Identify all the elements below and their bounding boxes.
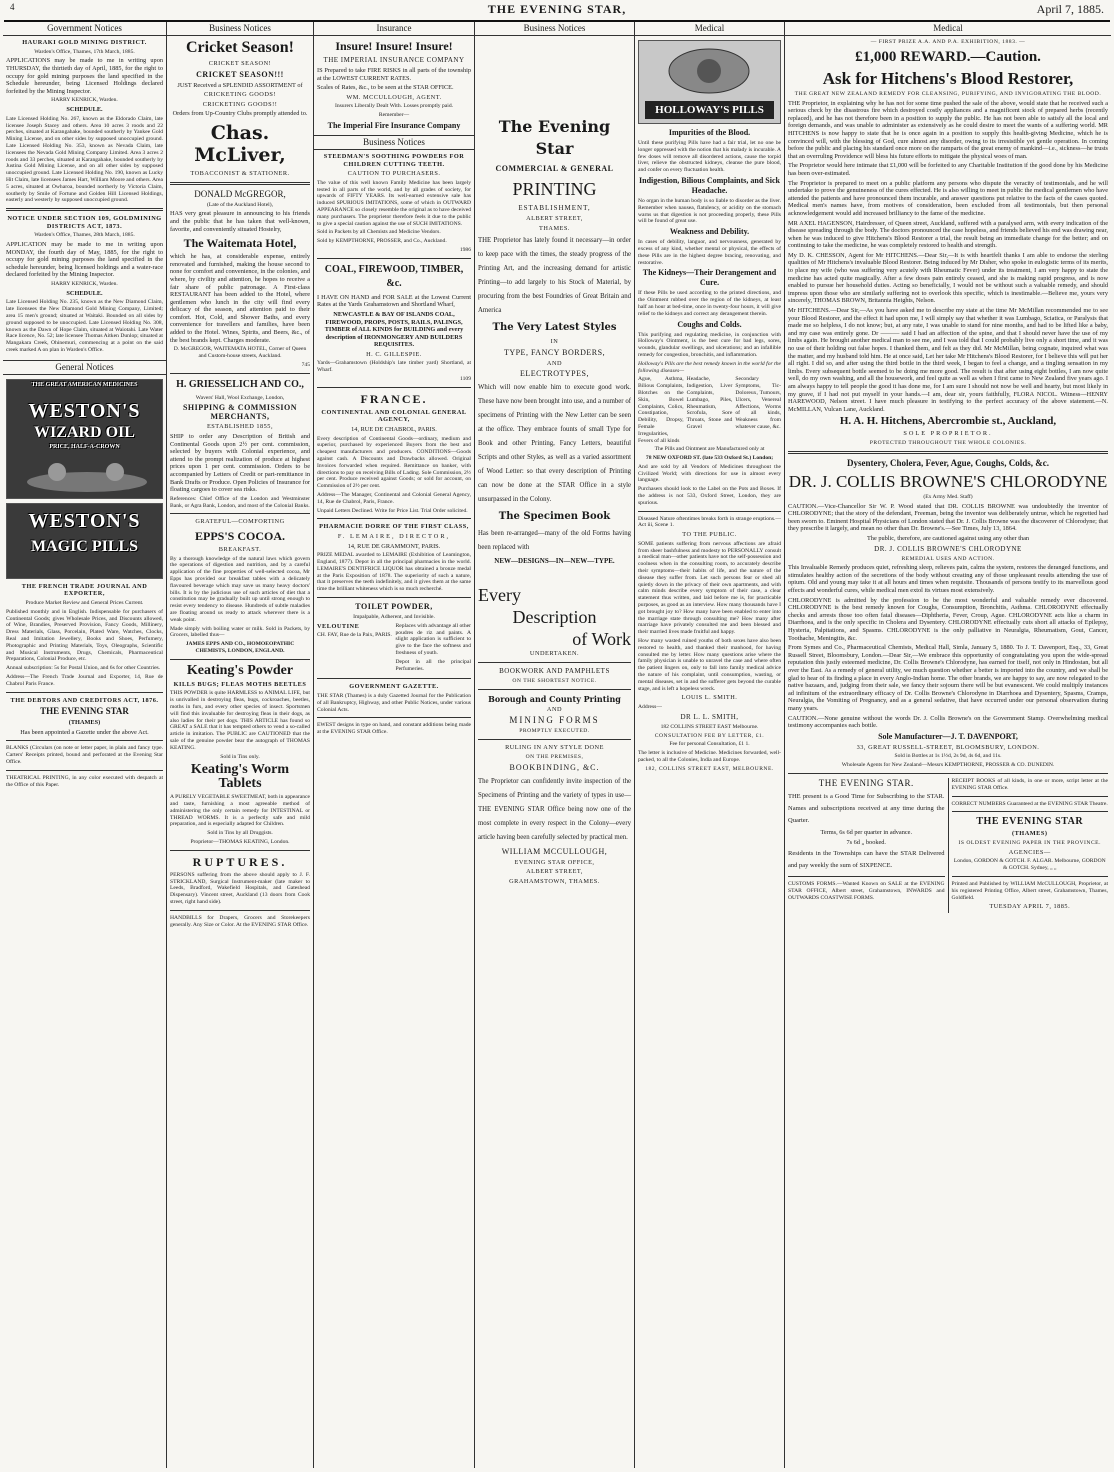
- sole-agents: Wholesale Agents for New Zealand—Messrs KEMPTHORNE, PROSSER & CO. DUNEDIN.: [841, 762, 1055, 769]
- bookwork: BOOKWORK AND PAMPHLETS: [499, 666, 610, 675]
- veloutine-block: [317, 623, 471, 675]
- shipping-heading: SHIPPING & COMMISSION MERCHANTS,: [182, 403, 298, 422]
- journal-title: THE FRENCH TRADE JOURNAL AND EXPORTER,: [21, 582, 148, 598]
- steedman-agent: Sold by KEMPTHORNE, PROSSER, and Co., Auckland.: [317, 238, 447, 245]
- list-b: Headache, Indigestion, Liver Complaints, Lumbago, Piles, Rheumatism, Scrofula, Sore Throats, Stone and Gravel: [686, 376, 733, 430]
- proprietor-sign: WILLIAM MCCULLOUGH,: [501, 846, 608, 856]
- section-heading: Medical: [785, 22, 1111, 36]
- column-medical-wide: [785, 22, 1111, 1468]
- coal-sign: H. C. GILLESPIE.: [366, 350, 422, 358]
- steedman-num: 1986: [459, 246, 471, 253]
- insure-scales: Scales of Rates, &c., to be seen at the STAR OFFICE.: [317, 84, 454, 92]
- handbills: HANDBILLS for Drapers, Grocers and Storekeepers generally. Any Size or Color. At the EVENING STAR Office.: [170, 914, 310, 928]
- steedman-title: STEEDMAN'S SOOTHING POWDERS FOR CHILDREN CUTTING TEETH.: [323, 152, 465, 168]
- issue-date: April 7, 1885.: [1036, 2, 1104, 16]
- gazette-title: GOVERNMENT GAZETTE.: [349, 683, 439, 691]
- worm-sign: Proprietor—THOMAS KEATING, London.: [190, 839, 290, 846]
- established: ESTABLISHED 1855,: [206, 423, 274, 431]
- customs-forms: CUSTOMS FORMS.—Wanted Known on SALE at the EVENING STAR OFFICE, Albert street, Grahamstown, INWARDS and OUTWARDS COASTWISE FORMS.: [788, 881, 945, 901]
- list-c: Secondary Symptoms, Tic-Doloreux, Tumours, Ulcers, Venereal Affections, Worms of all kinds, Weakness from whatever cause, &c.: [735, 376, 782, 430]
- browne-body-2: The public, therefore, are cautioned against using any other than: [866, 534, 1030, 542]
- every: Every: [478, 585, 521, 606]
- ewest: EWEST designs in type on hand, and constant additions being made at the EVENING STAR Office.: [317, 722, 471, 736]
- evening-star-body-2: Residents in the Townships can have the STAR Delivered and pay weekly the sum of SIXPENCE.: [788, 850, 945, 870]
- weakness: Weakness and Debility.: [669, 227, 750, 237]
- notice-title: HAURAKI GOLD MINING DISTRICT.: [22, 39, 147, 46]
- toilet-powder: TOILET POWDER,: [355, 601, 433, 611]
- worm-body: A PURELY VEGETABLE SWEETMEAT, both in appearance and taste, furnishing a most agreeable method of administering the only certain remedy for INTESTINAL or THREAD WORMS. It is a perfectly safe and mild preparation, and is especially adapted for Children.: [170, 794, 310, 828]
- sole-address: 33, GREAT RUSSELL-STREET, BLOOMSBURY, LONDON.: [856, 743, 1040, 751]
- borough: Borough and County Printing: [488, 693, 621, 704]
- indigestion: Indigestion, Bilious Complaints, and Sick Headache.: [639, 175, 780, 195]
- browne-body-5: From Symes and Co., Pharmaceutical Chemists, Medical Hall, Simla, January 5, 1880. To J. T. Davenport, Esq., 33, Great Russell Street, Bloomsbury, London.—Dear Sir,—We embrace this opportunity of congratulating you upon the wide-spread reputation this justly esteemed medicine, Dr. Collis Browne's Chlorodyne, has earned for itself, not only in Hindostan, but all over the East. As a remedy of general utility, we much question whether a better is imported into the country, and we shall be glad to hear of its finding a place in every Anglo-Indian home. The other brands, we are happy to say, are now relegated to the native bazaars, and, judging from their sale, we fancy their sojourn there will be but evanescent. We could multiply instances ad infinitum of the extraordinary efficacy of Dr. Collis Browne's Chlorodyne in Diarrhoea and Dysentery, Spasms, Cramps, Neuralgia, the Vomiting of Pregnancy, and as a general sedative, that have occurred under our personal observation during many years.: [788, 644, 1108, 712]
- insure-body: IS Prepared to take FIRE RISKS in all parts of the township at the LOWEST CURRENT RATES.: [317, 67, 471, 82]
- ruling: RULING IN ANY STYLE DONE: [505, 744, 604, 752]
- electrotypes: ELECTROTYPES,: [520, 369, 589, 379]
- imperial-company: THE IMPERIAL INSURANCE COMPANY: [323, 56, 465, 64]
- remedial: REMEDIAL USES AND ACTION.: [901, 555, 995, 562]
- schedule-heading: SCHEDULE.: [66, 289, 103, 297]
- establishment: ESTABLISHMENT,: [518, 204, 591, 212]
- caution: CAUTION TO PURCHASERS.: [347, 170, 441, 178]
- holloway-crest-illustration: [638, 40, 781, 124]
- cricket-sub: CRICKET SEASON!: [208, 60, 272, 67]
- and: AND: [546, 359, 563, 367]
- worm-sold: Sold in Tins by all Druggists.: [207, 830, 273, 837]
- waitemata-body: which he has, at considerable expense, entirely renovated and furnished, making the house second to none for comfort and convenience, in the colonies, and where, by civility and attention, he hopes to receive a fair share of public patronage. A First-class RESTAURANT has been added to the Hotel, where gentlemen who lunch in the city will find every delicacy of the season, and attention paid to their comfort. Hot, Cold, and Shower Baths, and every convenience for travellers and families, have been added to the Hotel. Wines, Spirits, and Beers, &c., of the best brands kept. Charges moderate.: [170, 253, 310, 344]
- consult-2: Fee for personal Consultation, £1 1.: [669, 741, 750, 748]
- column-government-notices: [3, 22, 167, 1468]
- sole-sold: Sold in Bottles at 1s 1½d, 2s 9d, 4s 6d, and 11s.: [894, 753, 1002, 760]
- tuesday-date: TUESDAY APRIL 7, 1885.: [989, 903, 1071, 911]
- evening-star-booked: 7s 6d „ booked.: [846, 838, 887, 846]
- public-body-2: How many wasted ruined youths of both sexes have also been restored to health, and thanked their manhood, for having consulted me by letter. How many questions arise where the family physician is unable to unravel the case and where often the patient lingers on, only to fall into family medical advice the nature of his complaint, until consumption, wasting, or mental diseases, set in and the sufferer gets beyond the curable stage, and is left a hopeless wreck.: [638, 638, 781, 692]
- description: Description: [512, 607, 597, 628]
- westons-magic-pills-illustration: [6, 503, 163, 579]
- impurities: Impurities of the Blood.: [668, 128, 751, 137]
- new-designs: NEW—DESIGNS—IN—NEW—TYPE.: [494, 557, 615, 566]
- continental-write: Unpaid Letters Declined. Write for Price List. Trial Order solicited.: [317, 507, 468, 514]
- consult-4: 182, COLLINS STREET EAST, MELBOURNE.: [645, 765, 774, 772]
- donald-name: DONALD McGREGOR,: [194, 188, 286, 199]
- insure-headline: Insure! Insure! Insure!: [335, 39, 453, 53]
- printing: PRINTING: [512, 179, 597, 199]
- westons-wizard-oil-illustration: [6, 379, 163, 499]
- section-heading: Insurance: [314, 22, 474, 36]
- france-headline: FRANCE.: [360, 391, 428, 406]
- section-heading: Business Notices: [475, 22, 634, 36]
- schedule-heading: SCHEDULE.: [66, 106, 103, 114]
- evening-star-body: THE present is a Good Time for Subscribing to the STAR. Names and subscriptions received at any time during the Quarter.: [788, 792, 945, 824]
- promptly: PROMPTLY EXECUTED.: [519, 728, 590, 735]
- kidneys-body: If these Pills be used according to the printed directions, and the Ointment rubbed over the region of the kidneys, at least half an hour at bed-time, once in twenty-four hours, it will give relief to the kidneys and correct any derangement therein.: [638, 290, 781, 317]
- in: IN: [550, 338, 559, 346]
- blanks-notice: BLANKS (Circulars (on note or letter paper, in plain and fancy type. Carters' Receipts printed, bound and perforated at the Evening Star Office.: [6, 745, 163, 765]
- dysentery: Dysentery, Cholera, Fever, Ague, Coughs, Colds, &c.: [847, 457, 1049, 468]
- ad-brand: WESTON'S: [28, 399, 141, 422]
- prize: — FIRST PRIZE A.A. AND P.A. EXHIBITION, 1883. —: [870, 39, 1026, 45]
- doctor-address: 182 COLLINS STREET EAST Melbourne.: [660, 723, 759, 730]
- browne-body-1: CAUTION.—Vice-Chancellor Sir W. P. Wood stated that DR. COLLIS BROWNE was undoubtedly the inventor of CHLORODYNE; that the story of the defendant, Freeman, being the inventor was deliberately untrue, which he regretted had been sworn to. Eminent Hospital Physicians of London stated that Dr. J. Collis Browne was the discoverer of Chlorodyne; that they prescribe it largely, and mean no other than Dr. Browne's.—See Times, July 13, 1864.: [788, 502, 1108, 533]
- browne-body-6: CAUTION.—None genuine without the words Dr. J. Collis Browne's on the Government Stamp. Overwhelming medical testimony accompanies each bottle.: [788, 714, 1108, 730]
- gazette-body: THE STAR (Thames) is a duly Gazetted Journal for the Publication of all Bankruptcy, Highway, and other Public Notices, under various Colonial Acts.: [317, 692, 471, 713]
- donald-sub: (Late of the Auckland Hotel),: [206, 201, 273, 208]
- and2: AND: [546, 705, 563, 713]
- manufactured: The Pills and Ointment are Manufactured only at: [654, 446, 765, 453]
- indigestion-body: No organ in the human body is so liable to disorder as the liver. Remember when nausea, flatulency, or acidity on the stomach warns us that digestion is not proceeding properly, these Pills will be found of great use.: [638, 197, 781, 225]
- griesselich-sub: Wavers' Hall, Wool Exchange, London,: [195, 394, 285, 401]
- ad-brand: WESTON'S: [28, 509, 141, 532]
- section-heading: Business Notices: [314, 135, 474, 150]
- keating-kills: KILLS BUGS; FLEAS MOTHS BEETLES: [173, 680, 307, 688]
- purchasers: Purchasers should look to the Label on the Pots and Boxes. If the address is not 533, Oxford Street, London, they are spurious.: [638, 486, 781, 506]
- keating-body: THIS POWDER is quite HARMLESS to ANIMAL LIFE, but is unrivalled in destroying fleas, bugs, cockroaches, beetles, moths in furs, and every other species of insect. Sportsmen will find this invaluable for destroying fleas in their dogs, as also ladies for their pet dogs. THIS ARTICLE has found so GREAT a SALE that it has tempted others to vend a so-called article in imitation. The PUBLIC are CAUTIONED that the sale of the genuine powder bear the autograph of THOMAS KEATING.: [170, 690, 310, 751]
- keating-sold: Sold in Tins only.: [220, 753, 260, 760]
- column-printing: [475, 22, 635, 1468]
- holloway-banner: HOLLOWAY'S PILLS: [645, 101, 774, 119]
- crest-icon: [664, 45, 754, 97]
- mcliver-sub: TOBACCONIST & STATIONER.: [190, 169, 290, 177]
- evening-star-sub-title: THE EVENING STAR.: [818, 777, 914, 788]
- evening-star-thames: (THAMES): [1012, 830, 1048, 838]
- cricket-goods: CRICKETING GOODS!: [204, 91, 276, 99]
- premises: ON THE PREMISES,: [525, 753, 584, 760]
- veloutine-body: Replaces with advantage all other poudres de riz and paints. A slight application is sufficient to give to the face the softness and freshness of youth.: [395, 622, 471, 656]
- impurities-body: Until these purifying Pills have had a fair trial, let no one be longer oppressed with the notion that his malady is incurable. A few doses will remove all disordered actions, cause the torpid liver, relieve the obstructed kidneys, cleanse the pure blood, and confer on every fluctuation health.: [638, 140, 781, 174]
- continental-address: 14, RUE DE CHABROL, PARIS.: [351, 426, 437, 434]
- printed-by: Printed and Published by WILLIAM McCULLOUGH, Proprietor, at his registered Printing Office, Albert street, Grahamstown, Thames, Goldfield.: [951, 880, 1108, 901]
- notice-sign: HARRY KENRICK, Warden.: [51, 281, 118, 288]
- column-insurance: [314, 22, 475, 1468]
- epps-sign: JAMES EPPS AND CO., HOMOEOPATHIC CHEMISTS, LONDON, ENGLAND.: [185, 641, 295, 654]
- public-body: SOME patients suffering from nervous affections are afraid from sheer bashfulness and modesty to PERSONALLY consult a medical man—other patients have not the self-possession and coolness when in the consulting room, to accurately describe their symptoms—their habits of life, and the nature of the disease they suffer from. Let such persons fear or shed all quietly down in the privacy of their own apartments, and with calm minds describe every symptom of their case, a clear statement thus written, and laid before me is, for practicable purposes, as good as an interview. How many thousands have I got brought joy to? How many have been enabled to enter into the marriage state through consulting me? How many after marriage have privately consulted me and been blessed and their married lives made fruitful and happy.: [638, 540, 781, 636]
- evening-star-gothic: The Evening Star: [498, 117, 611, 158]
- smith-sign: LOUIS L. SMITH.: [681, 694, 738, 702]
- ruptures-body: PERSONS suffering from the above should apply to J. F. STRICKLAND, Surgical Instrument-maker (late maker to Leeds, Bradford, Wakefield Hospitals, and Gateshead Dispensary). Vincent street, Auckland (13 doors from Cook street, right hand side).: [170, 871, 310, 906]
- kidneys: The Kidneys—Their Derangement and Cure.: [642, 268, 777, 288]
- notice-body: APPLICATION may be made to me in writing upon MONDAY, the fourth day of May, 1885, for the right to occupy for gold mining purposes the land specified in the schedule hereunder, being licensed holdings and a water-race declared forfeited by the Mining Inspector.: [6, 241, 163, 279]
- keating-powder: Keating's Powder: [186, 662, 294, 678]
- lemaire-name: F. LEMAIRE, DIRECTOR,: [337, 533, 451, 540]
- coal-yards: Yards—Grahamstown (Holdship's late timber yard) Shortland, at Wharf.: [317, 360, 471, 374]
- evening-star-body: Has been appointed a Gazette under the above Act.: [20, 728, 149, 736]
- hitchens-body-1: THE Proprietor, in explaining why he has not for some time pushed the sale of the above, would state that he received such a serious check by the disastrous fire which destroyed costly appliances and a magnificent stock of prepared herbs (recently replaced), and he has not therefore been in a position to supply the public. He has not been able to satisfy all the local and foreign demands, and was unable to administer as extensively as he could desire to meet the wants of a suffering world. MR HITCHENS is now happy to state that he is once again in a position to supply this health-giving Medicine, which he is convinced will, with the blessing of God, cure almost any disorder, owing to its irresistible yet gentle operation. In coming before the public and placing his standard once more on the ramparts of the great enemy of mankind—i.e., sickness—he trusts that an overruling Providence will bless his future efforts to mitigate the physical woes of man.: [788, 99, 1108, 160]
- reward: £1,000 REWARD.—Caution.: [855, 48, 1041, 65]
- shipping-references: References: Chief Office of the London and Westminster Bank, or Agra Bank, London, and most of the Colonial Banks.: [170, 495, 310, 509]
- insure-company: The Imperial Fire Insurance Company: [327, 120, 461, 130]
- printing-body-3: Has been re-arranged—many of the old Forms having been replaced with: [478, 530, 631, 552]
- shipping-body: SHIP to order any Description of British and Continental Goods upon 2½ per cent. commission, selected by buyers with Colonial experience, and attend to the prompt realization of produce at highest prices upon 1 per cent. commission. Orders to be accompanied by Letters of Credit or part-remittance in Bank Drafts or Produce. Open Policies of Insurance for floating cargoes to cover sea risks.: [170, 433, 310, 494]
- undertaken: UNDERTAKEN.: [529, 650, 580, 658]
- continental-body: Every description of Continental Goods—ordinary, medium and superior, purchased by experienced Buyers from the best and cheapest manufacturers and producers. CONDITIONS—Goods against cash. A Discounts and Drawbacks allowed. Original Invoices forwarded when required. Remittance on banker, with directions to pay on receiving Bills of Lading. Sole Commission, 2½ per cent. Produce received against Goods; or sold for account, on Commission of 2½ per cent.: [317, 435, 471, 490]
- engraving-scene-icon: [17, 454, 157, 494]
- notice-body: APPLICATIONS may be made to me in writing upon THURSDAY, the thirtieth day of April, 1885, for the right to occupy for gold mining purposes the land specified in the Schedule hereunder, being Licensed Holdings declared forfeited by the Mining Inspector.: [6, 57, 163, 95]
- theatrical-notice: THEATRICAL PRINTING, in any color executed with despatch at the Office of this Paper.: [6, 774, 163, 788]
- diseased-nature: Diseased Nature oftentimes breaks forth in strange eruptions.—Act iii, Scene 1.: [638, 515, 781, 529]
- address-label: Address—: [638, 703, 662, 710]
- browne-sub: (Ex Army Med. Staff): [923, 493, 973, 500]
- lemaire-address: 14, RUE DE GRAMMONT, PARIS.: [347, 542, 441, 550]
- epps-made: Made simply with boiling water or milk. Sold in Packets, by Grocers, labelled thus—: [170, 625, 310, 639]
- epps-cocoa: EPPS'S COCOA.: [194, 528, 285, 543]
- printing-body-2: Which will now enable him to execute good work. These have now been brought into use, and a number of specimens of Printing with the New Letter can be seen at the office. They embrace founts of small Type for Book and other Printing, Fancy Letters, beautiful Scripts and other Styles, as well as a varied assortment of Wood Letter: so that every description of Printing can now be done at the STAR Office in a style unsurpassed in the Colony.: [478, 384, 631, 504]
- hitchens-body-5: My D. K. CHESSON, Agent for Mr HITCHENS.—Dear Sir,—It is with heartfelt thanks I am able to endorse the sterling qualities of Mr Hitchens's invaluable Blood Restorer. Being induced by Mr Disher, who spoke in eulogistic terms of its merits, to place my wife (who was suffering very acutely with Rheumatic Fever) under its treatment, I am very happy to state the medicine has acted quite magically. After a few doses pain entirely ceased, and she is making rapid progress, and is now enabled to pursue her household duties. Acting so beneficially, I would not be without such a valuable remedy, and should impress upon those who are similarly suffering not to overlook this specific, which is inestimable.—Believe me, yours very sincerely, THOMAS BROWN, Britannia Heights, Nelson.: [788, 251, 1108, 305]
- lemaire-body: PRIZE MEDAL awarded to LEMAIRE (Exhibition of Leamington, England, 1877). Depot in all the principal pharmacies in the world. LEMAIRE'S DENTIFRICE LIQUOR has obtained a bronze medal at the Paris Exposition of 1878. The superiority of such a nature, that it preserves the teeth indefinitely, and it gives them at the same time the brilliant whiteness which is so much recherché.: [317, 552, 471, 593]
- latest-styles: The Very Latest Styles: [492, 322, 617, 334]
- schedule-body: Late Licensed Holding No. 235, known as the New Diamond Claim, late licensees the New Diamond Gold Mining Company, Limited; area 15 men's ground; situated at Waitaki. Bounded on all sides by ground supposed to be unoccupied. Late Licensed Holding No. 308, known as the Dawn of Hope Claim, situated at Waiotahi. Late Water Race licence, No. 52; late licensee Thomas Aitken Dunlop; situated at Mangakara Creek, Ohinemuri, commencing at a point on the said creek marked A on plan in Warden's Office.: [6, 299, 163, 354]
- column-business-notices: [167, 22, 314, 1468]
- veloutine: VELOUTINE: [317, 622, 360, 630]
- notice-sign: HARRY KENRICK, Warden.: [51, 97, 118, 104]
- steedman-sold: Sold in Packets by all Chemists and Medicine Vendors.: [317, 229, 441, 236]
- section-heading: Medical: [635, 22, 784, 36]
- page-number: 4: [10, 2, 15, 12]
- ad-product: WIZARD OIL: [34, 423, 135, 441]
- insure-remember: Remember—: [378, 112, 410, 119]
- journal-body: Published monthly and in English. Indispensable for purchasers of Continental Goods; gives Wholesale Prices, and Discounts allowed, of Wine, Brandies, Preserved Provision, Fancy Goods, Millinery, Dress Materials, Glass, Porcelain, Plated Ware, Watches, Clocks, Real and Imitation Jewellery, Books and Shoes, Perfumery, Photographic and Printing Materials, Toys, Oleographs, Scientific and Musical Instruments, Drugs, Chemicals, Pharmaceutical Preparations, Colonial Produce, etc.: [6, 608, 163, 663]
- type: TYPE, FANCY BORDERS,: [503, 347, 606, 357]
- journal-sub2: Annual subscription: 5s for Postal Union, and 6s for other Countries.: [6, 665, 161, 672]
- hitchens-headline: Ask for Hitchens's Blood Restorer,: [822, 68, 1074, 88]
- coughs-body: This purifying and regulating medicine, in conjunction with Holloway's Ointment, is the best cure for bad legs, sores, wounds, glandular swellings, and ulcerations; and an infallible remedy for congestion, bronchitis, and inflammation.: [638, 331, 781, 358]
- browne-headline: DR. J. COLLIS BROWNE'S CHLORODYNE: [788, 471, 1108, 491]
- waitemata-num: 745: [301, 361, 310, 368]
- griesselich-name: H. GRIESSELICH AND CO.,: [176, 378, 304, 390]
- shortest-notice: ON THE SHORTEST NOTICE.: [512, 677, 597, 684]
- commercial: COMMERCIAL & GENERAL: [495, 164, 614, 173]
- browne-name-2: DR. J. COLLIS BROWNE'S CHLORODYNE: [874, 544, 1022, 553]
- ad-caption: THE GREAT AMERICAN MEDICINES: [31, 381, 138, 388]
- notice-office: Warden's Office, Thames, 28th March, 1885.: [34, 232, 135, 239]
- coal-body: I HAVE ON HAND and FOR SALE at the Lowest Current Rates at the Yards Grahamstown and Shortland Wharf,: [317, 293, 471, 309]
- consult-3: The letter is inclusive of Medicine. Medicines forwarded, well-packed, to all the Colonies, India and Europe.: [638, 750, 781, 763]
- continental-address2: Address—The Manager, Continental and Colonial General Agency, 14, Rue de Chabrol, Paris, France.: [317, 492, 471, 505]
- sole-manufacturer: Sole Manufacturer—J. T. DAVENPORT,: [878, 731, 1018, 741]
- browne-body-3: This Invaluable Remedy produces quiet, refreshing sleep, relieves pain, calms the system, restores the deranged functions, and stimulates healthy action of the secretions of the body without creating any of those unpleasant results attending the use of opium. Old and young may take it at all hours and times when requisite. Thousands of persons testify to its marvellous good effects and wonderful cures, while medical men extol its virtues most extensively.: [788, 564, 1108, 595]
- ruptures: RUPTURES.: [192, 854, 288, 869]
- browne-body-4: CHLORODYNE is admitted by the profession to be the most wonderful and valuable remedy ever discovered. CHLORODYNE is the best remedy known for Coughs, Consumption, Bronchitis, Asthma. CHLORODYNE effectually checks and arrests those too often fatal diseases—Diphtheria, Fever, Croup, Ague. CHLORODYNE acts like a charm in Diarrhoea, and is the only specific in Cholera and Dysentery. CHLORODYNE effectually cuts short all attacks of Epilepsy, Hysteria, Palpitations, and Spasms. CHLORODYNE is the only palliative in Neuralgia, Rheumatism, Gout, Cancer, Toothache, Meningitis, &c.: [788, 596, 1108, 642]
- insure-sign: WM. MCCULLOUGH, AGENT.: [346, 93, 442, 101]
- hitchens-body-6: Mr HITCHENS.—Dear Sir,—As you have asked me to describe my state at the time Mr McMillan recommended me to see your Blood Restorer, and the effect it had upon me, I will simply say that whether it was Lumbago, Sciatica, or Paralysis that made me so helpless, I do not know; but, at any rate, I was unable to stand for nine months, and had to be lifted like a baby, and my case was entirely gone. Dr ——— said I had an affection of the spine, and that I should never have the use of my limbs again. He brought another medical man to see me, and I was told that I could probably live only a short time, and it was no use of their holding out false hopes. I thanked them, and felt as they did. Mr McMillan, being cognate, inquired what was the matter, and my husband told him. He at once said, Let her take Mr Hitchens's Blood Restorer, for I believe this will put her all right. I did so, and after using the third bottle in the third week, I began to feel a change, and a tingling sensation in my limbs. Every subsequent bottle seemed to be doing me more good. The result is that after using eight bottles, I am now quite well, do my own washing, and all the housework, and feel quite as well as when I first came to New Zealand five years ago. I am always happy to tell people the good it has done me, for I am sure I should not now be well and hearty, but most likely in my grave, if I had not put myself in your hands.—I am, dear sir, yours faithfully, FLORA NICOL. Witness—HENRY HAREWOOD, Nelson street. I have much pleasure in testifying to the perfect accuracy of the above statement.—N. McMILLAN, Vulcan Lane, Auckland.: [788, 307, 1108, 413]
- waitemata-sign: D. McGREGOR, WAITEMATA HOTEL, Corner of Queen and Custom-house streets, Auckland.: [173, 346, 307, 360]
- sole-proprietor: SOLE PROPRIETOR.: [903, 430, 993, 438]
- diseases-list: [638, 376, 781, 446]
- section-heading: Government Notices: [3, 22, 166, 36]
- mining-forms: MINING FORMS: [509, 715, 600, 726]
- of-work: of Work: [572, 629, 631, 650]
- receipt-books: RECEIPT BOOKS of all kinds, in one or more, script letter at the EVENING STAR Office.: [951, 777, 1108, 791]
- insure-note: Insurers Liberally Dealt With. Losses promptly paid.: [334, 103, 454, 110]
- coughs: Coughs and Colds.: [677, 319, 742, 329]
- hitchens-sub: THE GREAT NEW ZEALAND REMEDY FOR CLEANSING, PURIFYING, AND INVIGORATING THE BLOOD.: [794, 90, 1102, 97]
- cricket-sub: CRICKET SEASON!!!: [196, 69, 284, 79]
- veloutine-depot: Depot in all the principal Perfumeries.: [395, 658, 471, 672]
- agencies-list: London, GORDON & GOTCH. F. ALGAR. Melbourne, GORDON & GOTCH. Sydney, „ „: [953, 858, 1106, 872]
- notice-title: NOTICE UNDER SECTION 109, GOLDMINING DISTRICTS ACT, 1873.: [7, 215, 162, 230]
- weakness-body: In cases of debility, languor, and nervousness, generated by excess of any kind, whether mental or physical, the effects of these Pills are in the highest degree bracing, renovating, and restorative.: [638, 239, 781, 266]
- office: EVENING STAR OFFICE,: [514, 858, 595, 866]
- bookbinding: BOOKBINDING, &C.: [509, 762, 600, 772]
- hitchens-address: H. A. H. Hitchens, Abercrombie st., Auckland,: [839, 415, 1057, 428]
- holloway-address-body: And are sold by all Vendors of Medicines throughout the Civilized World; with directions for use in almost every language.: [638, 463, 781, 484]
- keating-worm: Keating's Worm Tablets: [190, 762, 290, 792]
- correct-numbers: CORRECT NUMBERS Guaranteed at the EVENING STAR Theatre.: [951, 800, 1108, 807]
- coal-num: 1109: [460, 376, 471, 383]
- waitemata-hotel: The Waitemata Hotel,: [183, 236, 297, 251]
- to-public: TO THE PUBLIC.: [682, 531, 737, 539]
- street2: ALBERT STREET,: [526, 868, 583, 876]
- hitchens-body-3: The Proprietor is prepared to meet on a public platform any persons who dispute the veracity of testimonials, and he will undertake to prove the genuineness of the cures effected. He is also willing to meet in public the medical gentlemen who have attended the patients and have pronounced them incurable, and answer questions put relative to the facts of the cases quoted. Medical men's names have, from motives of consideration, been excluded from all testimonials, but then personal acknowledgement would add increased brilliancy to the fame of the medicine.: [788, 179, 1108, 217]
- list-intro: Holloway's Pills are the best remedy known in the world for the following diseases—: [638, 360, 781, 374]
- holloway-address: 78 NEW OXFORD ST. (late 533 Oxford St.) London;: [645, 455, 774, 462]
- pharmacie-title: PHARMACIE DORRE OF THE FIRST CLASS,: [319, 523, 469, 531]
- donald-body: HAS very great pleasure in announcing to his friends and the public that he has taken that well-known, favorite, and conveniently situated Hostelry,: [170, 210, 310, 233]
- evening-star-terms: Terms, 6s 6d per quarter in advance.: [820, 828, 913, 836]
- debtors-act: THE DEBTORS AND CREDITORS ACT, 1876.: [10, 696, 159, 704]
- notice-office: Warden's Office, Thames, 17th March, 1885.: [34, 48, 135, 55]
- hitchens-body-2: The Proprietor would here intimate that £1,000 will be forfeited to any Charitable Institution if the good done by his Medicine has been over-estimated.: [788, 162, 1108, 177]
- grateful: GRATEFUL—COMFORTING: [195, 518, 285, 526]
- thames: THAMES.: [539, 224, 570, 232]
- specimen-book: The Specimen Book: [498, 511, 611, 523]
- toilet-sub: Impalpable, Adherent, and Invisible.: [353, 613, 435, 620]
- masthead: [4, 2, 1110, 22]
- section-heading: Business Notices: [167, 22, 313, 36]
- ad-product: MAGIC PILLS: [30, 537, 139, 555]
- town: GRAHAMSTOWN, THAMES.: [509, 877, 600, 885]
- oldest: IS OLDEST EVENING PAPER IN THE PROVINCE.: [958, 839, 1101, 846]
- agencies: AGENCIES—: [1008, 848, 1051, 856]
- epps-body: By a thorough knowledge of the natural laws which govern the operations of digestion and nutrition, and by a careful application of the fine properties of well-selected cocoa, Mr Epps has provided our breakfast tables with a delicately flavoured beverage which may save us many heavy doctors' bills. It is by the judicious use of such articles of diet that a constitution may be gradually built up until strong enough to resist every tendency to disease. Hundreds of subtle maladies are floating around us ready to attack wherever there is a weak point.: [170, 555, 310, 623]
- bottom-ads: [788, 778, 1108, 913]
- steedman-body: The value of this well known Family Medicine has been largely tested in all parts of the world, and by all grades of society, for upwards of FIFTY YEARS. Its well-earned extensive sale has induced SPURIOUS IMITATIONS, some of which in OUTWARD APPEARANCE so closely resemble the original as to have deceived many purchasers. The proprietor therefore feels it due to the public to give a special caution against the use of SUCH IMITATIONS.: [317, 179, 471, 227]
- newspaper-title: THE EVENING STAR,: [487, 2, 627, 16]
- cricket-orders: Orders from Up-Country Clubs promptly attended to.: [172, 110, 308, 118]
- coal-headline: COAL, FIREWOOD, TIMBER, &c.: [324, 263, 464, 289]
- coal-items: NEWCASTLE & BAY OF ISLANDS COAL, FIREWOOD, PROPS, POSTS, RAILS, PALINGS, TIMBER of ALL KINDS for BUILDING and every description of IRONMONGERY AND BUILDERS REQUISITES.: [324, 310, 464, 349]
- ad-price: PRICE, HALF-A-CROWN: [49, 443, 120, 450]
- column-medical: [635, 22, 785, 1468]
- mcliver-name: Chas. McLiver,: [194, 121, 286, 166]
- journal-address: Address—The French Trade Journal and Exporter, 14, Rue de Chabrol Paris France.: [6, 673, 163, 687]
- evening-star-title: THE EVENING STAR: [40, 706, 129, 717]
- evening-star-title-2: THE EVENING STAR: [976, 816, 1084, 828]
- epps-sub: BREAKFAST.: [218, 545, 262, 553]
- cricket-headline: Cricket Season!: [186, 39, 294, 56]
- veloutine-address: CH. FAY, Rue de la Paix, PARIS.: [317, 632, 392, 639]
- printing-body-4: The Proprietor can confidently invite inspection of the Specimens of Printing and the variety of types in use—THE EVENING STAR Office being now one of the most complete in every respect in the Colony—every article having been carefully selected by practical men.: [478, 777, 631, 841]
- cricket-goods: CRICKETING GOODS!!: [202, 100, 278, 108]
- list-a: Ague, Asthma, Bilious Complaints, Blotches on the Skin, Bowel Complaints, Colics, Constipation, Debility, Dropsy, Female Irregularities, Fevers of all kinds: [638, 376, 684, 444]
- evening-star-sub: (THAMES): [68, 719, 101, 727]
- street: ALBERT STREET,: [526, 215, 583, 222]
- doctor-name: DR L. L. SMITH,: [680, 712, 739, 721]
- continental-title: CONTINENTAL AND COLONIAL GENERAL AGENCY,: [321, 408, 467, 424]
- protected: PROTECTED THROUGHOUT THE WHOLE COLONIES.: [869, 439, 1027, 446]
- printing-body-1: THE Proprietor has lately found it necessary—in order to keep pace with the times, the steady progress of the Printing Art, and the increasing demand for artistic Printing—to add largely to his Stock of Material, by procuring from the best Foundries of Great Britain and America: [478, 237, 631, 315]
- schedule-body: Late Licensed Holding No. 267, known as the Eldorado Claim, late licensee Joseph Stacey and others. Area 10 acres 3 roods and 22 perches, situated at Karangahake, bounded southerly by Yankee Gold Mining License, and on other sides by supposed unoccupied ground. Late Licensed Holding No. 353, known as Nevada Claim, late licensees the Nevada Gold Mining Company Limited. Area 3 acres 2 roods and 33 perches, situated at Karangahake, bounded southerly by Justina Gold Mining License, and on all other sides by supposed unoccupied ground. Late Licensed Holding No. 190, known as Lucky Hit Claim, late licensees James Hart, William Moore and others. Area 5 acres, situated at Owharoa, bounded northerly by Victoria Claim, southerly by Smile of Fortune and Golden Hill Licensed Holdings, easterly and westerly by supposed unoccupied ground.: [6, 115, 163, 204]
- consult: CONSULTATION FEE BY LETTER, £1.: [654, 732, 765, 739]
- hitchens-body-4: MR AXEL HAGENSON, Hairdresser, of Queen street, Auckland, suffered with a paralysed arm, with every indication of the disease spreading through the body. The doctors pronounced the case hopeless, and friends believed his end was drawing near, when he was induced to give Hitchens's Blood Restorer a trial, the result being an immediate change for the better; and on continuing to take the medicine, he was completely restored to health and strength.: [788, 219, 1108, 250]
- section-heading: General Notices: [3, 360, 166, 375]
- cricket-body: JUST Received a SPLENDID ASSORTMENT of: [177, 81, 303, 89]
- journal-sub: Produce Market Review and General Prices Current.: [25, 600, 144, 607]
